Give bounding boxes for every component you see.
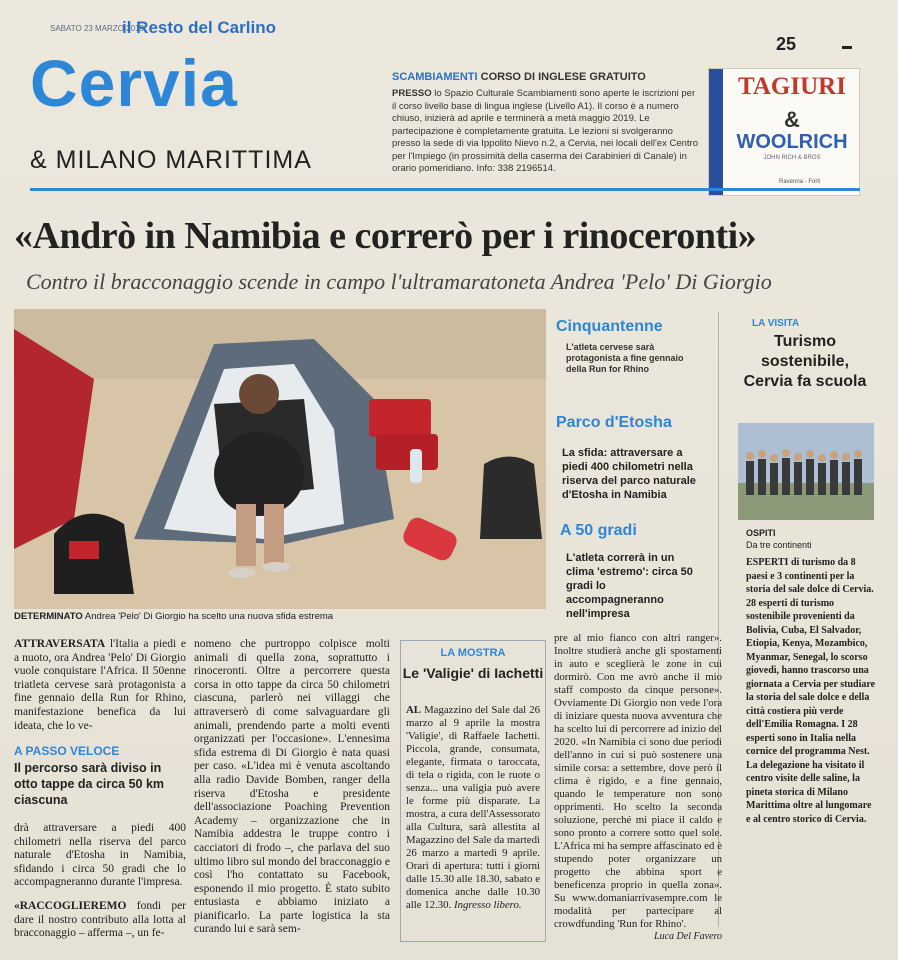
tent-photo-illustration — [14, 309, 546, 609]
caption-text: Andrea 'Pelo' Di Giorgio ha scelto una nuova sfida estrema — [84, 611, 334, 622]
visita-lead: ESPERTI — [746, 557, 789, 568]
col1c-text: fondi per dare il nostro contributo alla lotta al bracconaggio – afferma –, un fe- — [14, 900, 186, 940]
photo-caption — [14, 611, 333, 622]
caption-lead: DETERMINATO — [14, 611, 83, 622]
visita-body: di turismo da 8 paesi e 3 continenti per la storia del sale dolce di Cervia. 28 esperti di turismo sostenibile provenienti da Bolivia, Cuba, El Salvador, Etiopia, Kenya, Mozambico, Myanmar, Senegal, lo scorso giovedì, hanno trascorso una giornata a Cervia per studiare la storia del sale dolce e della città costiera più verde dell'Emilia Romagna. I 28 esperti sono in Italia nella cornice del programma Nest. La delegazione ha visitato il centro visite delle saline, la pineta storica di Milano Marittima oltre al lungomare e al centro storico di Cervia. — [746, 557, 876, 825]
article-column-1 — [14, 638, 186, 733]
section-rule — [30, 188, 860, 191]
group-photo-illustration — [738, 423, 874, 520]
article-column-3 — [554, 632, 722, 942]
sidebar-heading-etosha: Parco d'Etosha — [556, 414, 672, 431]
col3-text: pre al mio fianco con altri ranger». Inoltre studierà anche gli spostamenti in auto e sceglierà le zone in cui dormirò. Con me avrò anche il mio staff composto da cinque persone». Ovviamente Di Giorgio non vede l'ora di iniziare questa nuova avventura che ha scelto lui di percorrere ad inizio del 2020. «In Namibia ci sono due periodi dell'anno in cui si può sostenere una simile corsa: a settembre, dove però il clima è rigido, e a fine gennaio, quando le temperature non sono opprimenti. Ho scelto la seconda soluzione, perché mi piace il caldo e sono pronto a correre sotto quel sole. L'Africa mi ha sempre affascinato ed è stupendo poter organizzare un progetto che abbina sport e beneficenza proprio in quella zona». Su www.domaniarrivasempre.com le modalità per partecipare al crowdfunding 'Run for Rhino'. — [554, 632, 722, 930]
notice-lead: PRESSO — [392, 88, 432, 99]
visita-kicker: LA VISITA — [752, 318, 800, 329]
visita-heading: Turismo sostenibile, Cervia fa scuola — [743, 333, 867, 390]
page-dash — [842, 46, 852, 49]
visita-photo-subtitle: Da tre continenti — [746, 540, 812, 550]
col1-text: l'Italia a piedi e a nuoto, ora Andrea 'Pelo' Di Giorgio vuole conquistare l'Africa. Il 50enne triatleta cervese sarà protagonista a fine gennaio della Run for Rhino, manifestazione benefica da lui ideata, che lo ve- — [14, 638, 187, 732]
notice-heading: CORSO DI INGLESE GRATUITO — [480, 71, 646, 83]
sidebar-heading-gradi: A 50 gradi — [560, 522, 637, 539]
article-column-2: nomeno che purtroppo colpisce molti animali di quella zona, soprattutto i rinoceronti. Oltre a percorrere questa corsa in otto tappe da circa 50 chilometri ciascuna, parlerò nei villaggi che attraverserò di come salvaguardare gli animali, prendendo parte a molti eventi organizzati per l'occasione». L'ennesima sfida estrema di Di Giorgio è nata quasi per caso. «L'idea mi è venuta ascoltando alla radio Davide Bomben, ranger della riserva d'Etosha e presidente dell'associazione Poaching Prevention Academy – organizzazione che in Namibia addestra le truppe contro i cacciatori di frodo –, che parlava del suo ultimo libro sul mondo del bracconaggio e così l'ho contattato su Facebook, esponendo il mio progetto. È stato subito entusiasta e abbiamo iniziato a pianificarlo. La parte logistica la sta curando lui e sarà sem- — [194, 638, 390, 936]
section-title: Cervia — [30, 46, 238, 120]
mostra-text — [406, 704, 540, 912]
ad-brand-woolrich: WOOLRICH — [736, 131, 848, 153]
mostra-kicker: LA MOSTRA — [440, 647, 506, 659]
sidebar-text-cinquantenne: L'atleta cervese sarà protagonista a fine gennaio della Run for Rhino — [566, 342, 684, 374]
visita-text — [746, 556, 878, 826]
sidebar-text-gradi: L'atleta correrà in un clima 'estremo': circa 50 gradi lo accompagneranno nell'impresa — [566, 552, 693, 620]
passo-kicker: A PASSO VELOCE — [14, 744, 120, 758]
article-column-1b: drà attraversare a piedi 400 chilometri nella riserva del parco naturale d'Etosha in Namibia, sfidando i circa 50 gradi che lo accompagneranno durante l'impresa. — [14, 822, 186, 889]
article-subheadline: Contro il bracconaggio scende in campo l'ultramaratoneta Andrea 'Pelo' Di Giorgio — [26, 269, 772, 294]
mostra-tail: Ingresso libero. — [453, 899, 522, 911]
ad-cities: Ravenna - Forlì — [779, 179, 821, 185]
mostra-lead: AL — [406, 704, 421, 716]
notice-body — [392, 88, 698, 176]
article-photo — [14, 309, 546, 609]
advertisement[interactable] — [708, 68, 860, 196]
sidebar-text-etosha: La sfida: attraversare a piedi 400 chilometri nella riserva del parco naturale d'Etosha in Namibia — [562, 447, 696, 501]
issue-date: SABATO 23 MARZO 2019 — [50, 24, 144, 33]
passo-text: Il percorso sarà diviso in otto tappe da circa 50 km ciascuna — [14, 761, 165, 807]
ad-strip — [709, 69, 723, 195]
col1-lead: ATTRAVERSATA — [14, 638, 106, 650]
page-number: 25 — [776, 34, 797, 54]
ad-brand-tagiuri: TAGIURI — [738, 73, 846, 100]
visita-photo — [738, 423, 874, 520]
ad-ampersand: & — [784, 107, 800, 132]
visita-photo-kicker: OSPITI — [746, 528, 776, 538]
article-column-1c — [14, 900, 186, 941]
ad-tagline: JOHN RICH & BROS — [763, 155, 821, 161]
mostra-body: Magazzino del Sale dal 26 marzo al 9 aprile la mostra 'Valigie', di Raffaele Iachetti. Piccola, grande, consumata, elegante, firmata o taroccata, di tela o rigida, con le ruote o senza... una valigia può avere le forme più disparate. La mostra, a cura dell'Assessorato alla Cultura, sarà allestita al Magazzino del Sale da martedì 26 marzo a martedì 9 aprile. Orari di apertura: tutti i giorni dalle 15.30 alle 18.30, sabato e domenica anche dalle 10.30 alle 12.30. — [406, 704, 541, 911]
notice-text: lo Spazio Culturale Scambiamenti sono aperte le iscrizioni per il corso livello base di lingua inglese (Livello A1). Il corso è a numero chiuso, inizierà ad aprile e terminerà a metà maggio 2019. Le partecipazione è completamente gratuita. Le lezioni si svolgeranno presso la sede di via Ippolito Nievo n.2, a Cervia, nei locali dell'ex Centro per l'Impiego (in prossimità della caserma dei Carabinieri di Canale) in orario pomeridiano. Info: 338 2196514. — [392, 88, 698, 174]
article-signature: Luca Del Favero — [654, 931, 722, 942]
section-subtitle: & MILANO MARITTIMA — [30, 146, 312, 174]
col1c-lead: «RACCOGLIEREMO — [14, 900, 127, 912]
notice-header — [392, 71, 646, 83]
notice-kicker: SCAMBIAMENTI — [392, 71, 478, 83]
sidebar-heading-cinquantenne: Cinquantenne — [556, 318, 663, 335]
article-headline: «Andrò in Namibia e correrò per i rinoceronti» — [14, 215, 757, 257]
mostra-heading: Le 'Valigie' di Iachetti — [402, 665, 544, 681]
newspaper-brand: il Resto del Carlino — [122, 18, 276, 37]
